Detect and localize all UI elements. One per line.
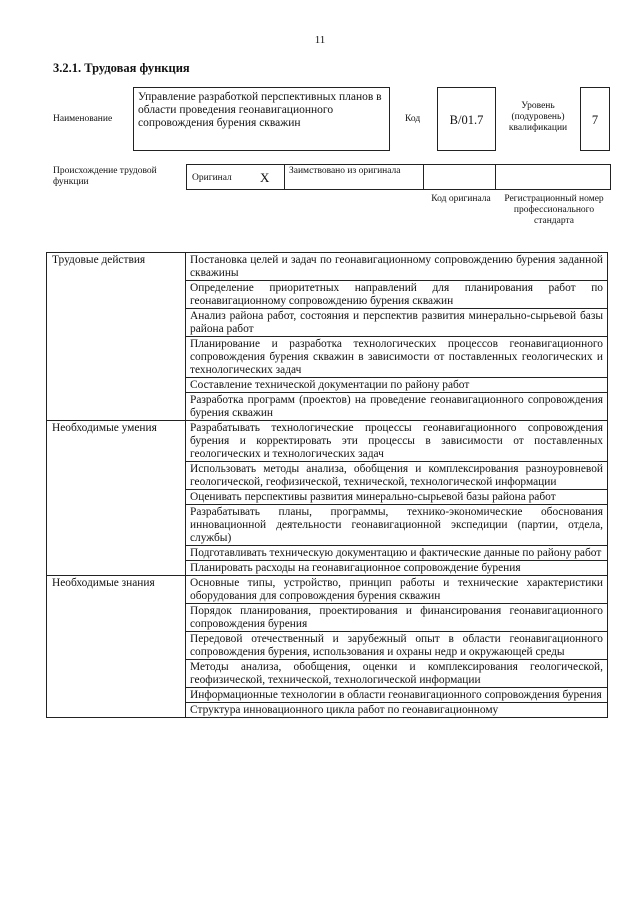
- origin-row: [186, 164, 611, 190]
- page-number: 11: [314, 34, 326, 46]
- table-row: [47, 253, 608, 281]
- reg-number-label: Регистрационный номер профессионального стандарта: [504, 194, 604, 226]
- table-cell-item: Составление технической документации по району работ: [186, 378, 608, 393]
- section-title-cell: Трудовые действия: [47, 253, 186, 421]
- table-cell-item: Использовать методы анализа, обобщения и комплексирования разноуровневой геологической, геофизической, технической, технологической информации: [186, 462, 608, 490]
- original-label: Оригинал: [192, 173, 232, 183]
- section-title-cell: Необходимые умения: [47, 421, 186, 576]
- table-cell-item: Передовой отечественный и зарубежный опыт в области геонавигационного сопровождения бурения, использования и охраны недр и окружающей среды: [186, 632, 608, 660]
- table-cell-item: Разрабатывать планы, программы, технико-экономические обоснования инновационной деятельности геонавигационной экспедиции (партии, отдела, службы): [186, 505, 608, 546]
- section-title: 3.2.1. Трудовая функция: [53, 61, 190, 75]
- code-original-cell: [424, 165, 496, 189]
- table-row: [47, 421, 608, 462]
- original-mark: X: [260, 170, 270, 185]
- borrowed-cell: [285, 165, 424, 189]
- table-cell-item: Планировать расходы на геонавигационное сопровождение бурения: [186, 561, 608, 576]
- table-cell-item: Анализ района работ, состояния и перспектив развития минерально-сырьевой базы района работ: [186, 309, 608, 337]
- original-cell: [187, 165, 285, 189]
- function-details-table: [46, 252, 608, 718]
- name-label: Наименование: [53, 114, 113, 124]
- table-cell-item: Информационные технологии в области геонавигационного сопровождения бурения: [186, 688, 608, 703]
- table-cell-item: Разработка программ (проектов) на проведение геонавигационного сопровождения бурения скважин: [186, 393, 608, 421]
- qualification-level-box: 7: [580, 87, 610, 151]
- reg-number-cell: [496, 165, 610, 189]
- table-cell-item: Разрабатывать технологические процессы геонавигационного сопровождения бурения и корректировать эти процессы в зависимости от поставленных геологических и технологических задач: [186, 421, 608, 462]
- table-cell-item: Основные типы, устройство, принцип работы и технические характеристики оборудования для сопровождения бурения скважин: [186, 576, 608, 604]
- table-cell-item: Подготавливать техническую документацию и фактические данные по району работ: [186, 546, 608, 561]
- table-cell-item: Определение приоритетных направлений для планирования работ по геонавигационному сопровождению бурения скважин: [186, 281, 608, 309]
- code-original-label: Код оригинала: [431, 194, 491, 204]
- origin-label: Происхождение трудовой функции: [53, 166, 157, 187]
- level-label: Уровень (подуровень) квалификации: [508, 101, 568, 133]
- table-cell-item: Структура инновационного цикла работ по геонавигационному: [186, 703, 608, 718]
- section-title-cell: Необходимые знания: [47, 576, 186, 718]
- table-cell-item: Порядок планирования, проектирования и финансирования геонавигационного сопровождения бурения: [186, 604, 608, 632]
- table-row: [47, 576, 608, 604]
- code-label: Код: [405, 114, 421, 124]
- table-cell-item: Методы анализа, обобщения, оценки и комплексирования геологической, геофизической, технической, технологической информации: [186, 660, 608, 688]
- function-name-box: Управление разработкой перспективных планов в области проведения геонавигационного сопровождения бурения скважин: [133, 87, 390, 151]
- function-code-box: В/01.7: [437, 87, 496, 151]
- borrowed-label: Заимствовано из оригинала: [289, 166, 401, 176]
- table-cell-item: Планирование и разработка технологических процессов геонавигационного сопровождения бурения скважин в зависимости от поставленных геологических и технологических задач: [186, 337, 608, 378]
- table-cell-item: Постановка целей и задач по геонавигационному сопровождению бурения заданной скважины: [186, 253, 608, 281]
- table-cell-item: Оценивать перспективы развития минерально-сырьевой базы района работ: [186, 490, 608, 505]
